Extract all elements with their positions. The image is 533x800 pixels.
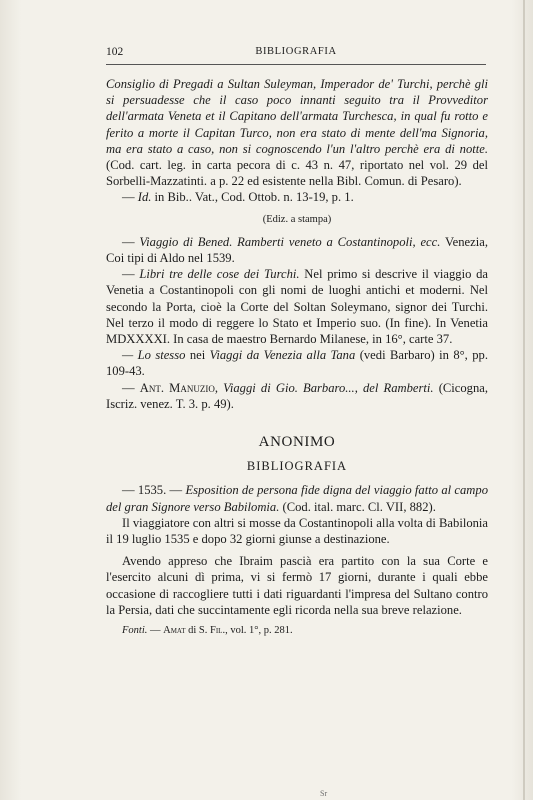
subsection-title: BIBLIOGRAFIA — [246, 459, 348, 474]
header-rule — [106, 64, 486, 65]
entry-esposition-1535: — 1535. — Esposition de persona fide digna del viaggio fatto al campo del gran Signore verso Babilomia. (Cod. ital. marc. Cl. VII, 882). — [106, 483, 488, 514]
running-title: BIBLIOGRAFIA — [255, 46, 337, 57]
fonti-line: Fonti. — Amat di S. Fil., vol. 1°, p. 281. — [122, 625, 293, 637]
entry-viaggio-ramberti: — Viaggio di Bened. Ramberti veneto a Costantinopoli, ecc. Venezia, Coi tipi di Aldo nel 1539. — [106, 234, 488, 266]
entry-id-vaticana: — Id. in Bib.. Vat., Cod. Ottob. n. 13-19, p. 1. — [122, 190, 354, 205]
paragraph-viaggiatore: Il viaggiatore con altri si mosse da Costantinopoli alla volta di Babilonia il 19 luglio 1535 e dopo 32 giorni giunse a destinazione. — [106, 515, 488, 547]
entry-libri-tre: — Libri tre delle cose dei Turchi. Nel primo si descrive il viaggio da Venetia a Costantinopoli con gli nomi de luoghi antichi et moderni. Nel secondo la Porta, cioè la Corte del Soltan Soleymano, signor dei Turchi. Nel terzo il modo di reggere lo Stato et Imperio suo. (In fine). In Venetia MDXXXXI. In casa de maestro Bernardo Milanese, in 16°, carte 37. — [106, 267, 488, 347]
page-number: 102 — [106, 46, 124, 58]
section-title: ANONIMO — [258, 434, 336, 451]
entry-manuzio: — Ant. Manuzio, Viaggi di Gio. Barbaro..., del Ramberti. (Cicogna, Iscriz. venez. T. 3. p. 49). — [106, 380, 489, 411]
printer-mark: Sr — [320, 789, 328, 798]
page-body — [106, 76, 488, 639]
running-header — [106, 46, 486, 64]
page-gutter-shadow — [523, 0, 525, 800]
entry-lo-stesso: — Lo stesso nei Viaggi da Venezia alla Tana (vedi Barbaro) in 8°, pp. 109-43. — [106, 348, 488, 379]
paragraph-ibraim: Avendo appreso che Ibraim pascià era partito con la sua Corte e l'esercito alcuni dì prima, vi si fermò 17 giorni, durante i quali ebbe occasione di raccogliere tutti i dati riguardanti l'impresa del Sultano contro la Persia, dati che succintamente egli ricorda nella sua breve relazione. — [106, 554, 488, 617]
ediz-a-stampa: (Ediz. a stampa) — [262, 213, 332, 225]
entry-consiglio: Consiglio di Pregadi a Sultan Suleyman, Imperador de' Turchi, perchè gli si persuadesse che il caso poco innanti seguito tra il Provveditor dell'armata Veneta et il Capitano dell'armata Turchesca, in qual fu rotto e ferito a morte il Capitan Turco, non era stato di mente dell'ma Signoria, ma era stato a caso, non si cognoscendo l'un l'altro perchè era di notte. (Cod. cart. leg. in carta pecora di c. 43 n. 47, riportato nel vol. 29 del Sorbelli-Mazzatinti. a p. 22 ed esistente nella Bibl. Comun. di Pesaro). — [106, 77, 488, 189]
